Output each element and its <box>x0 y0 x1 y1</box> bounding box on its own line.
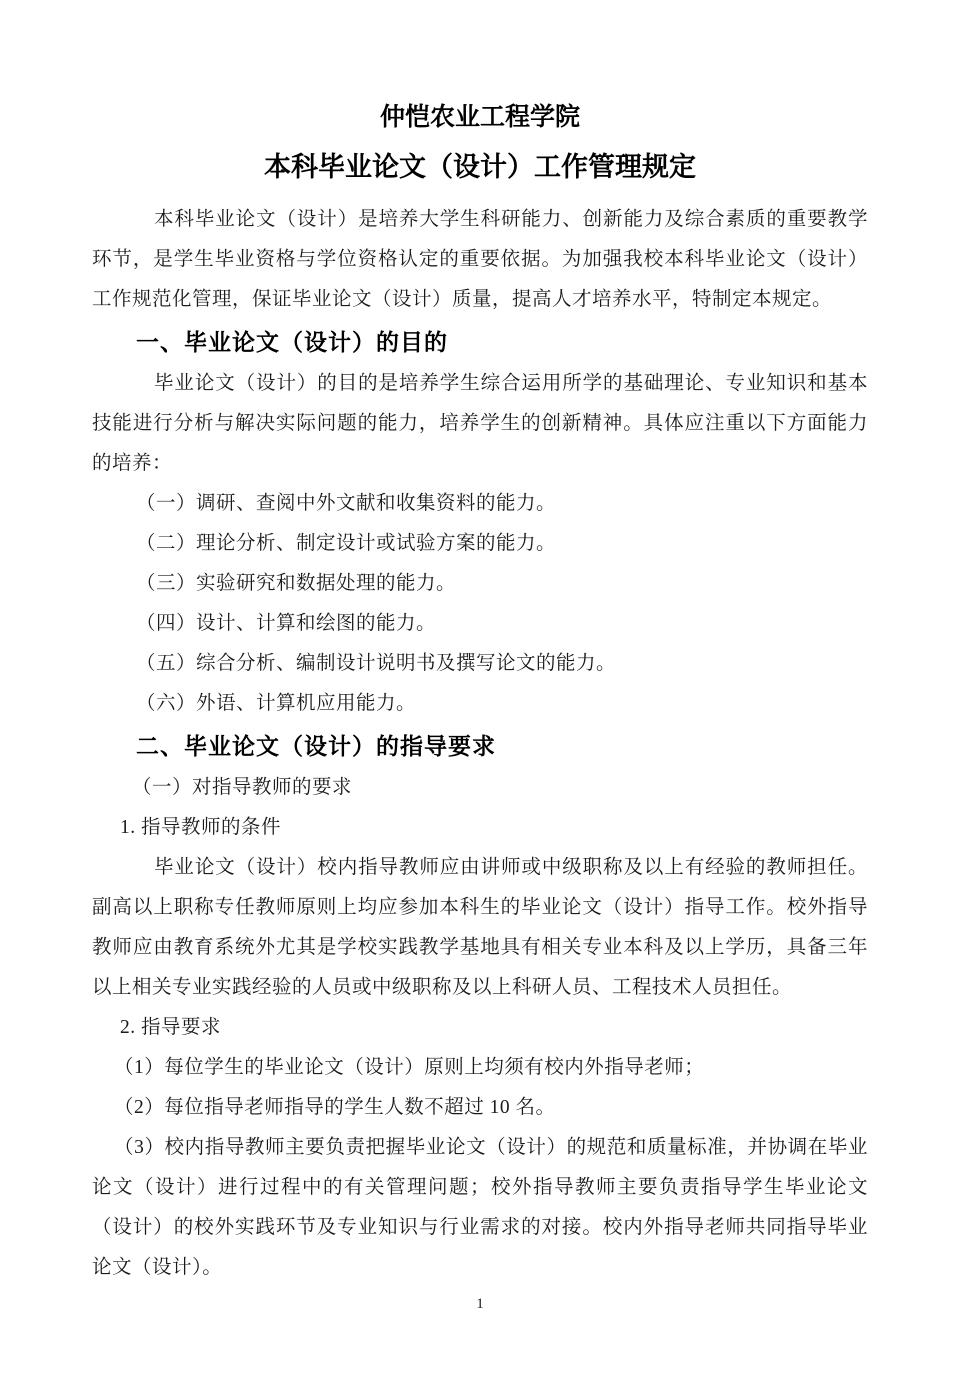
intro-paragraph: 本科毕业论文（设计）是培养大学生科研能力、创新能力及综合素质的重要教学环节，是学生毕业资格与学位资格认定的重要依据。为加强我校本科毕业论文（设计）工作规范化管理，保证毕业论文（设计）质量，提高人才培养水平，特制定本规定。 <box>92 209 868 310</box>
ability-list-item-6: （六）外语、计算机应用能力。 <box>136 693 417 714</box>
guidance-item-3: （3）校内指导教师主要负责把握毕业论文（设计）的规范和质量标准，并协调在毕业论文（设计）进行过程中的有关管理问题；校外指导教师主要负责指导学生毕业论文（设计）的校外实践环节及专业知识与行业需求的对接。校内外指导老师共同指导毕业论文（设计）。 <box>92 1137 868 1278</box>
point-2-heading: 2. 指导要求 <box>120 1017 222 1038</box>
ability-list-item-2: （二）理论分析、制定设计或试验方案的能力。 <box>136 533 557 554</box>
ability-list-item-1: （一）调研、查阅中外文献和收集资料的能力。 <box>136 493 557 514</box>
doc-org-title: 仲恺农业工程学院 <box>379 103 580 131</box>
point-1-heading: 1. 指导教师的条件 <box>120 817 282 838</box>
doc-main-title: 本科毕业论文（设计）工作管理规定 <box>264 152 696 182</box>
ability-list-item-5: （五）综合分析、编制设计说明书及撰写论文的能力。 <box>136 653 617 674</box>
ability-list-item-4: （四）设计、计算和绘图的能力。 <box>136 613 437 634</box>
section-2-sub1-heading: （一）对指导教师的要求 <box>132 777 353 798</box>
section-2-heading: 二、毕业论文（设计）的指导要求 <box>136 733 496 759</box>
ability-list-item-3: （三）实验研究和数据处理的能力。 <box>136 573 457 594</box>
guidance-item-1: （1）每位学生的毕业论文（设计）原则上均须有校内外指导老师； <box>114 1057 705 1078</box>
section-1-lead-paragraph: 毕业论文（设计）的目的是培养学生综合运用所学的基础理论、专业知识和基本技能进行分析与解决实际问题的能力，培养学生的创新精神。具体应注重以下方面能力的培养： <box>92 373 868 474</box>
page-number: 1 <box>476 1296 484 1312</box>
point-1-body-paragraph: 毕业论文（设计）校内指导教师应由讲师或中级职称及以上有经验的教师担任。副高以上职称专任教师原则上均应参加本科生的毕业论文（设计）指导工作。校外指导教师应由教育系统外尤其是学校实践教学基地具有相关专业本科及以上学历，具备三年以上相关专业实践经验的人员或中级职称及以上科研人员、工程技术人员担任。 <box>92 857 868 998</box>
guidance-item-2: （2）每位指导老师指导的学生人数不超过 10 名。 <box>114 1097 556 1118</box>
section-1-heading: 一、毕业论文（设计）的目的 <box>136 329 448 355</box>
